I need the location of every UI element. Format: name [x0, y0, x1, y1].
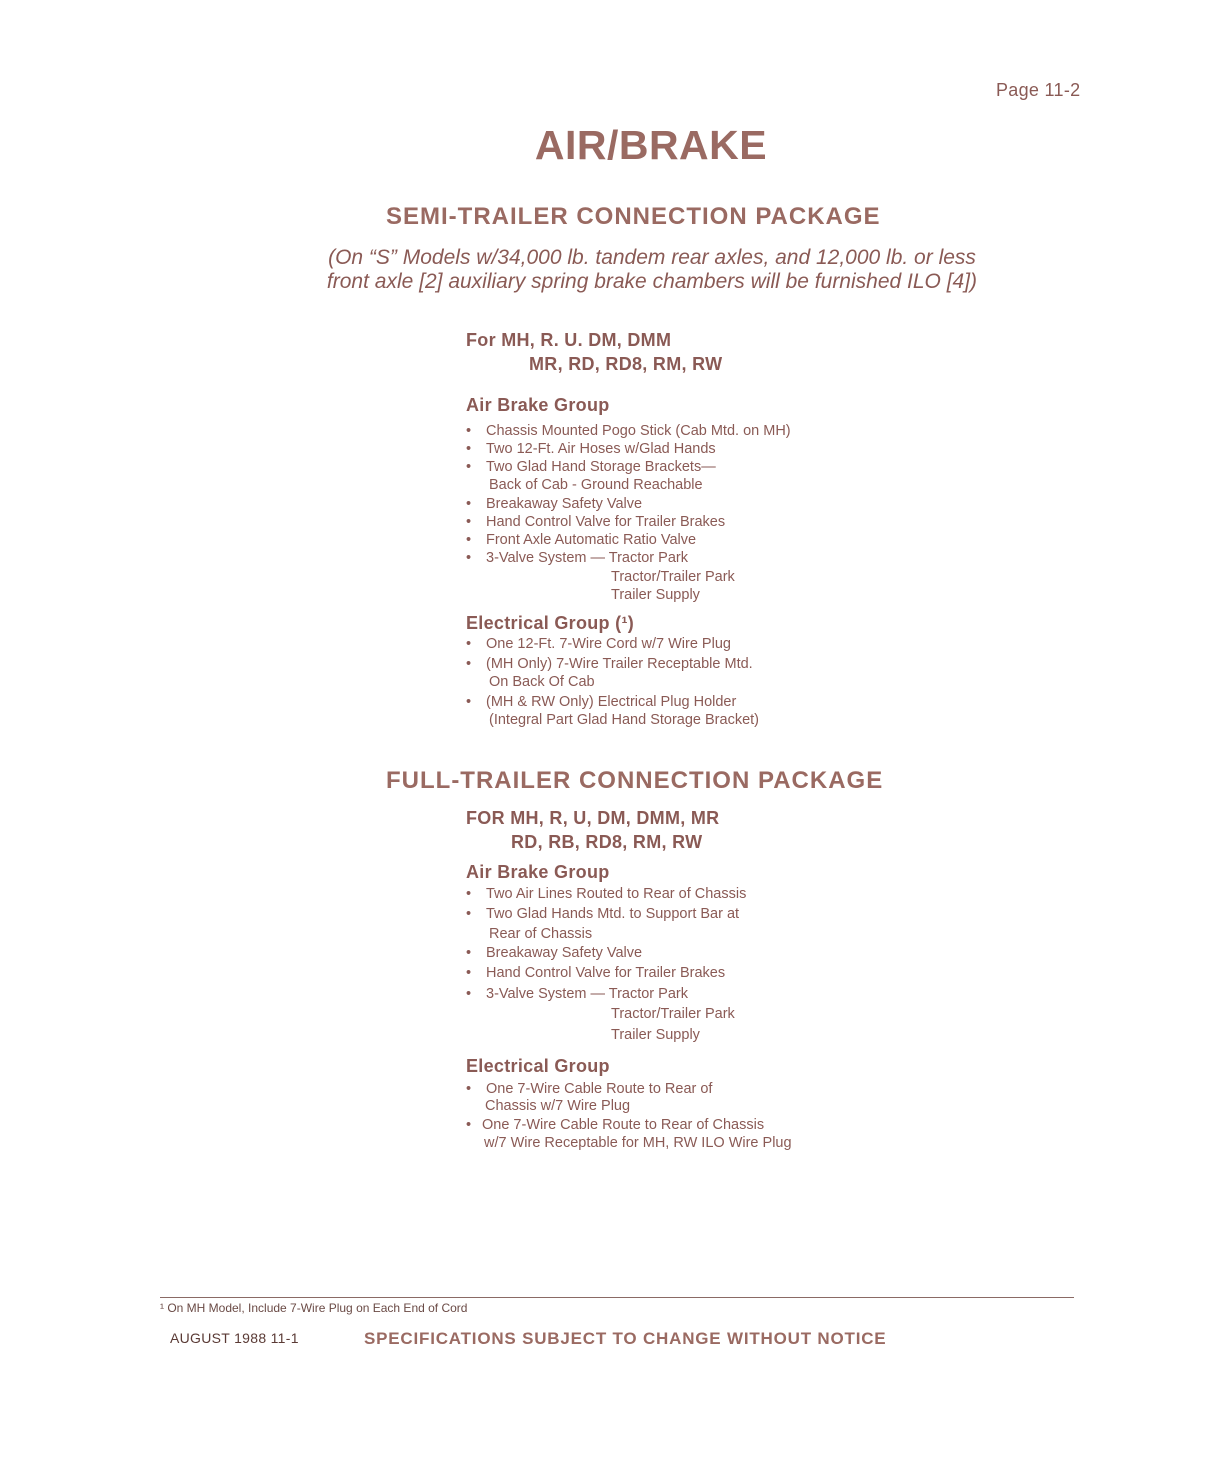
list-item: • One 7-Wire Cable Route to Rear of [466, 1081, 713, 1097]
list-item: • Chassis Mounted Pogo Stick (Cab Mtd. on MH) [466, 423, 791, 439]
footnote-divider [160, 1297, 1074, 1298]
full-trailer-title: FULL-TRAILER CONNECTION PACKAGE [386, 767, 884, 794]
list-item: • (MH Only) 7-Wire Trailer Receptable Mtd. [466, 656, 753, 672]
models-line: For MH, R. U. DM, DMM [466, 330, 672, 350]
semi-models [466, 328, 722, 376]
list-item-continuation: Rear of Chassis [489, 926, 593, 942]
full-models [466, 806, 719, 854]
list-item-continuation: Tractor/Trailer Park [611, 1006, 735, 1022]
models-line: RD, RB, RD8, RM, RW [511, 832, 703, 852]
list-item: • One 12-Ft. 7-Wire Cord w/7 Wire Plug [466, 636, 731, 652]
bullet-icon: • [466, 965, 472, 981]
list-item-continuation: Tractor/Trailer Park [611, 569, 735, 585]
page-number: Page 11-2 [996, 80, 1081, 100]
list-item-continuation: Trailer Supply [611, 1027, 700, 1043]
full-electrical-heading: Electrical Group [466, 1056, 610, 1076]
semi-electrical-heading: Electrical Group (¹) [466, 613, 635, 633]
semi-air-brake-heading: Air Brake Group [466, 395, 610, 415]
list-item: • 3-Valve System — Tractor Park [466, 986, 688, 1002]
list-item-continuation: Back of Cab - Ground Reachable [489, 477, 703, 493]
page-title: AIR/BRAKE [534, 122, 768, 168]
subtitle-line: front axle [2] auxiliary spring brake chambers will be furnished ILO [4]) [326, 270, 978, 293]
list-item: • Two Air Lines Routed to Rear of Chassis [466, 886, 747, 902]
list-item: • Breakaway Safety Valve [466, 945, 643, 961]
list-item: • Hand Control Valve for Trailer Brakes [466, 965, 726, 981]
list-item: • Two Glad Hand Storage Brackets— [466, 459, 716, 475]
bullet-icon: • [466, 550, 472, 566]
bullet-icon: • [466, 636, 472, 652]
bullet-icon: • [466, 906, 472, 922]
semi-trailer-subtitle [298, 246, 1006, 294]
subtitle-line: (On “S” Models w/34,000 lb. tandem rear axles, and 12,000 lb. or less [328, 246, 976, 269]
list-item: • Two 12-Ft. Air Hoses w/Glad Hands [466, 441, 716, 457]
bullet-icon: • [466, 694, 472, 710]
bullet-icon: • [466, 496, 472, 512]
list-item: • Breakaway Safety Valve [466, 496, 643, 512]
bullet-icon: • [466, 459, 472, 475]
full-air-brake-heading: Air Brake Group [466, 862, 610, 882]
bullet-icon: • [466, 1081, 472, 1097]
bullet-icon: • [466, 656, 472, 672]
list-item: • Front Axle Automatic Ratio Valve [466, 532, 697, 548]
list-item-continuation: On Back Of Cab [489, 674, 595, 690]
list-item-continuation: Trailer Supply [611, 587, 700, 603]
footer-date: AUGUST 1988 11-1 [170, 1330, 299, 1346]
bullet-icon: • [466, 945, 472, 961]
bullet-icon: • [466, 1117, 472, 1133]
semi-trailer-title: SEMI-TRAILER CONNECTION PACKAGE [386, 203, 881, 230]
list-item-continuation: (Integral Part Glad Hand Storage Bracket) [489, 712, 759, 728]
list-item: • One 7-Wire Cable Route to Rear of Chassis [466, 1117, 765, 1133]
list-item-continuation: w/7 Wire Receptable for MH, RW ILO Wire Plug [484, 1135, 792, 1151]
bullet-icon: • [466, 423, 472, 439]
list-item: • (MH & RW Only) Electrical Plug Holder [466, 694, 737, 710]
bullet-icon: • [466, 986, 472, 1002]
footnote: ¹ On MH Model, Include 7-Wire Plug on Each End of Cord [160, 1301, 468, 1315]
list-item: • 3-Valve System — Tractor Park [466, 550, 688, 566]
list-item-continuation: Chassis w/7 Wire Plug [485, 1098, 631, 1114]
footer-notice: SPECIFICATIONS SUBJECT TO CHANGE WITHOUT NOTICE [364, 1329, 887, 1348]
bullet-icon: • [466, 532, 472, 548]
bullet-icon: • [466, 441, 472, 457]
models-line: FOR MH, R, U, DM, DMM, MR [466, 808, 720, 828]
list-item: • Two Glad Hands Mtd. to Support Bar at [466, 906, 740, 922]
bullet-icon: • [466, 514, 472, 530]
list-item: • Hand Control Valve for Trailer Brakes [466, 514, 726, 530]
models-line: MR, RD, RD8, RM, RW [529, 354, 723, 374]
bullet-icon: • [466, 886, 472, 902]
